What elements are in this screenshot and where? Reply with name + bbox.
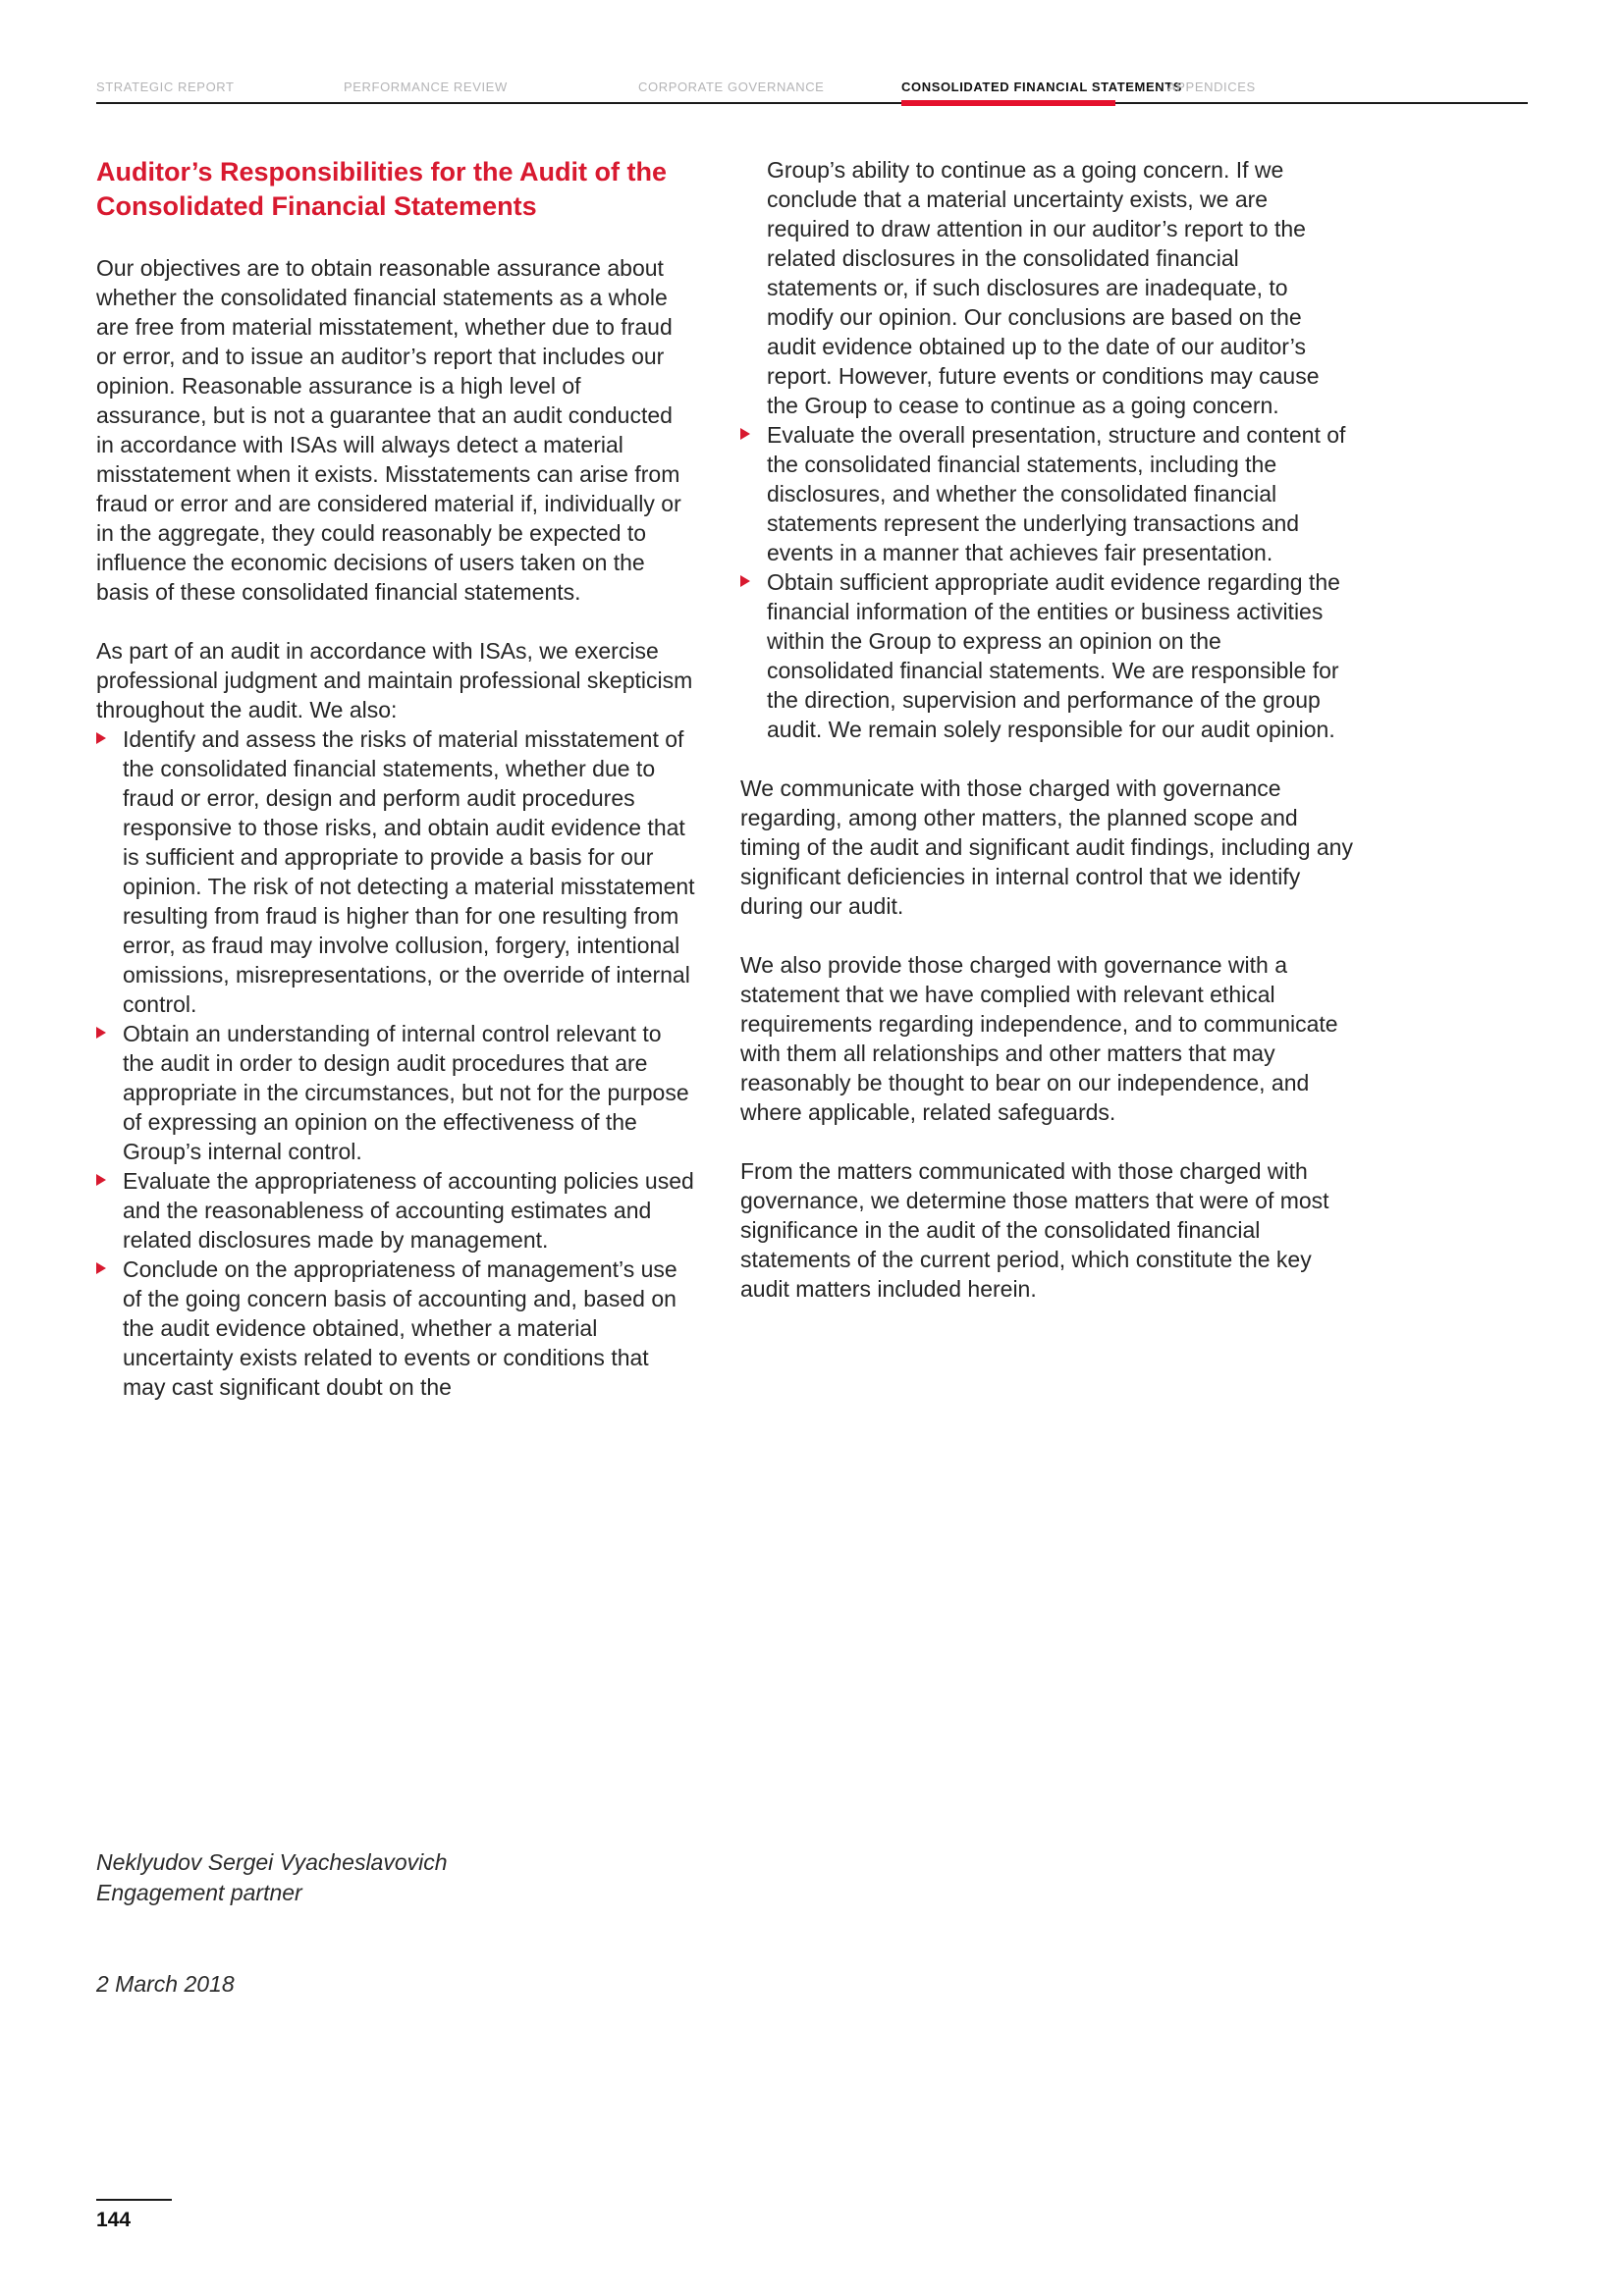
- bullet-item: [96, 1166, 695, 1255]
- bullet-item: [740, 420, 1353, 567]
- signature-block: [96, 1847, 448, 1908]
- nav-tab-strategic-report[interactable]: STRATEGIC REPORT: [96, 80, 235, 94]
- bullet-item: [96, 1019, 695, 1166]
- nav-tab-corporate-governance[interactable]: CORPORATE GOVERNANCE: [638, 80, 825, 94]
- bullet-arrow-icon: [96, 1166, 123, 1186]
- report-date: 2 March 2018: [96, 1971, 235, 1997]
- bullet-item: [740, 567, 1353, 744]
- paragraph: As part of an audit in accordance with ISAs, we exercise professional judgment and maintain professional skepticism throughout the audit. We also:: [96, 638, 693, 722]
- bullet-arrow-icon: [96, 1019, 123, 1039]
- bullet-text: Evaluate the appropriateness of accounting policies used and the reasonableness of accounting estimates and related disclosures made by management.: [123, 1168, 694, 1253]
- paragraph: We communicate with those charged with governance regarding, among other matters, the planned scope and timing of the audit and significant audit findings, including any significant deficiencies in internal control that we identify during our audit.: [740, 775, 1353, 919]
- bullet-text: Obtain an understanding of internal control relevant to the audit in order to design audit procedures that are appropriate in the circumstances, but not for the purpose of expressing an opinion on the effectiveness of the Group’s internal control.: [123, 1021, 689, 1164]
- paragraph: We also provide those charged with governance with a statement that we have complied with relevant ethical requirements regarding independence, and to communicate with them all relationships and other matters that may reasonably be thought to bear on our independence, and where applicable, related safeguards.: [740, 952, 1338, 1125]
- bullet-arrow-icon: [96, 1255, 123, 1274]
- section-nav-bar: [96, 77, 1528, 104]
- left-column: [96, 155, 695, 1402]
- engagement-partner-name: Neklyudov Sergei Vyacheslavovich: [96, 1849, 448, 1875]
- bullet-arrow-icon: [96, 724, 123, 744]
- bullet-list: [96, 724, 695, 1402]
- bullet-text: Obtain sufficient appropriate audit evidence regarding the financial information of the entities or business activities within the Group to express an opinion on the consolidated financial statements. We are responsible for the direction, supervision and performance of the group audit. We remain solely responsible for our audit opinion.: [767, 569, 1340, 742]
- bullet-item: [96, 724, 695, 1019]
- active-tab-underline: [901, 100, 1115, 106]
- bullet-text: Identify and assess the risks of material misstatement of the consolidated financial statements, whether due to fraud or error, design and perform audit procedures responsive to those risks, and obtain audit evidence that is sufficient and appropriate to provide a basis for our opinion. The risk of not detecting a material misstatement resulting from fraud is higher than for one resulting from error, as fraud may involve collusion, forgery, intentional omissions, misrepresentations, or the override of internal control.: [123, 726, 695, 1017]
- bullet-arrow-icon: [740, 567, 767, 587]
- bullet-list: [740, 420, 1353, 744]
- paragraph-continuation: Group’s ability to continue as a going concern. If we conclude that a material uncertainty exists, we are required to draw attention in our auditor’s report to the related disclosures in the consolidated financial statements or, if such disclosures are inadequate, to modify our opinion. Our conclusions are based on the audit evidence obtained up to the date of our auditor’s report. However, future events or conditions may cause the Group to cease to continue as a going concern.: [767, 157, 1320, 418]
- bullet-arrow-icon: [740, 420, 767, 440]
- nav-tab-performance-review[interactable]: PERFORMANCE REVIEW: [344, 80, 508, 94]
- page-body: [96, 155, 1353, 1402]
- bullet-text: Conclude on the appropriateness of management’s use of the going concern basis of accounting and, based on the audit evidence obtained, whether a material uncertainty exists related to events or conditions that may cast significant doubt on the: [123, 1256, 677, 1400]
- right-column: [740, 155, 1353, 1402]
- bullet-item: [96, 1255, 695, 1402]
- bullet-text: Evaluate the overall presentation, structure and content of the consolidated financial statements, including the disclosures, and whether the consolidated financial statements represent the underlying transactions and events in a manner that achieves fair presentation.: [767, 422, 1346, 565]
- page-footer: [96, 2199, 172, 2232]
- nav-tab-appendices[interactable]: APPENDICES: [1167, 80, 1256, 94]
- section-title: Auditor’s Responsibilities for the Audit of the Consolidated Financial Statements: [96, 157, 668, 221]
- nav-tab-consolidated-financial-statements[interactable]: CONSOLIDATED FINANCIAL STATEMENTS: [901, 80, 1183, 94]
- paragraph: Our objectives are to obtain reasonable assurance about whether the consolidated financial statements as a whole are free from material misstatement, whether due to fraud or error, and to issue an auditor’s report that includes our opinion. Reasonable assurance is a high level of assurance, but is not a guarantee that an audit conducted in accordance with ISAs will always detect a material misstatement when it exists. Misstatements can arise from fraud or error and are considered material if, individually or in the aggregate, they could reasonably be expected to influence the economic decisions of users taken on the basis of these consolidated financial statements.: [96, 255, 681, 605]
- engagement-partner-role: Engagement partner: [96, 1880, 302, 1905]
- page-number: 144: [96, 2209, 132, 2231]
- footer-rule: [96, 2199, 172, 2201]
- paragraph: From the matters communicated with those charged with governance, we determine those matters that were of most significance in the audit of the consolidated financial statements of the current period, which constitute the key audit matters included herein.: [740, 1158, 1329, 1302]
